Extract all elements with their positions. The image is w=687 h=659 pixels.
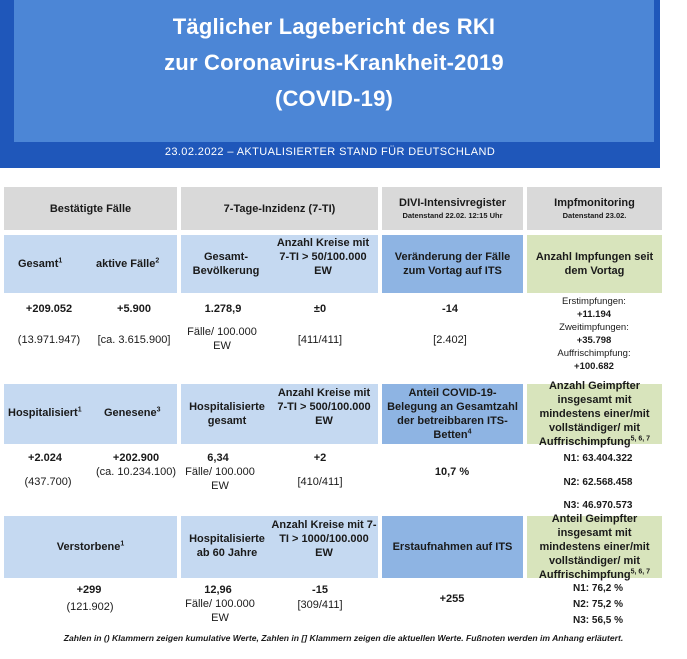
- anteil-n1-value: N1: 76,2 %: [572, 583, 624, 594]
- column-header-cases: [4, 187, 177, 230]
- genesene-cumulative: (ca. 10.234.100): [95, 466, 177, 478]
- its-belegung-label: Anteil COVID-19-Belegung an Gesamtzahl der betreibbaren ITS-Betten$^4$: [387, 387, 518, 441]
- anteil-n3-value: N3: 56,5 %: [572, 615, 624, 626]
- hospitalisiert-cumulative: (437.700): [24, 476, 72, 488]
- divi-current-value: [2.402]: [433, 334, 467, 346]
- footnote: Zahlen in () Klammern zeigen kumulative Werte, Zahlen in [] Klammern zeigen die aktuellen Werte. Fußnoten werden im Anhang erläutert.: [63, 633, 624, 643]
- aktive-faelle-value: +5.900: [117, 303, 151, 315]
- report-header-title-panel: [14, 0, 654, 142]
- kreise-1000-label: Anzahl Kreise mit 7-TI > 1000/100.000 EW: [271, 519, 377, 559]
- its-belegung-value: 10,7 %: [434, 466, 470, 478]
- kreise-500-value: +2: [313, 452, 327, 464]
- impfungen-vortag-label: Anzahl Impfungen seit dem Vortag: [535, 251, 654, 277]
- column-header-cases-label: Bestätigte Fälle: [49, 202, 132, 215]
- row2-divi-label-band: [382, 384, 523, 444]
- row3-divi-label-band: [382, 516, 523, 578]
- gesamt-cumulative: (13.971.947): [17, 334, 81, 346]
- column-header-incidence-label: 7-Tage-Inzidenz (7-TI): [223, 202, 336, 215]
- row2-vaccination-label-band: [527, 380, 662, 448]
- erstaufnahmen-its-value: +255: [439, 593, 465, 605]
- hospitalisierte-gesamt-label: Hospitalisierte gesamt: [189, 401, 265, 427]
- row3-cases-label-band: [4, 516, 177, 578]
- gesamt-value: +209.052: [25, 303, 73, 315]
- zweitimpfungen-label: Zweitimpfungen:: [559, 322, 629, 333]
- auffrischimpfung-value: +100.682: [574, 361, 614, 372]
- anteil-geimpfter-label: Anteil Geimpfter insgesamt mit mindestens einer/mit vollständiger/ mit Auffrischimpfung$^{5, 6, 7}$: [538, 513, 651, 581]
- auffrischimpfung-label: Auffrischimpfung:: [557, 348, 631, 359]
- verstorbene-label: Verstorbene$^1$: [56, 540, 125, 553]
- verstorbene-cumulative: (121.902): [66, 601, 114, 613]
- report-title-line-1: Täglicher Lagebericht des RKI: [172, 14, 496, 39]
- incidence-value: 1.278,9: [204, 303, 242, 315]
- erstimpfungen-label: Erstimpfungen:: [562, 296, 626, 307]
- hospitalisiert-value: +2.024: [28, 452, 62, 464]
- gesamt-bevoelkerung-label: Gesamt-Bevölkerung: [192, 251, 260, 277]
- geimpfte-n1-value: N1: 63.404.322: [563, 453, 633, 464]
- row1-vaccination-label-band: [527, 235, 662, 293]
- row3-incidence-label-band: [181, 516, 378, 578]
- kreise-1000-current: [309/411]: [297, 599, 343, 611]
- incidence-unit: Fälle/ 100.000 EW: [187, 326, 257, 352]
- verstorbene-value: +299: [76, 584, 102, 596]
- row1-incidence-label-band: [181, 235, 378, 293]
- geimpfte-n3-value: N3: 46.970.573: [563, 500, 633, 511]
- hospitalisierte-60-value: 12,96: [204, 584, 232, 596]
- kreise-50-label: Anzahl Kreise mit 7-TI > 50/100.000 EW: [276, 237, 370, 277]
- report-date: 23.02.2022 – AKTUALISIERTER STAND FÜR DEUTSCHLAND: [164, 146, 496, 158]
- divi-change-value: -14: [442, 303, 458, 315]
- column-header-divi-label: DIVI-Intensivregister: [399, 197, 506, 209]
- aktive-faelle-label: aktive Fälle$^2$: [96, 257, 160, 270]
- anteil-n2-value: N2: 75,2 %: [572, 599, 624, 610]
- column-header-divi-date: Datenstand 22.02. 12:15 Uhr: [402, 211, 503, 220]
- kreise-50-value: ±0: [313, 303, 327, 315]
- hospitalisierte-gesamt-value: 6,34: [207, 452, 229, 464]
- kreise-500-label: Anzahl Kreise mit 7-TI > 500/100.000 EW: [277, 387, 371, 427]
- row3-vaccination-label-band: [527, 513, 662, 581]
- vaccination-breakdown: [534, 295, 654, 373]
- hospitalisiert-label: Hospitalisiert$^1$: [8, 406, 82, 419]
- anzahl-geimpfter-label: Anzahl Geimpfter insgesamt mit mindestens einer/mit vollständiger/ mit Auffrischimpfung$^{5, 6, 7}$: [538, 380, 651, 448]
- zweitimpfungen-value: +35.798: [576, 335, 612, 346]
- veraenderung-its-label: Veränderung der Fälle zum Vortag auf ITS: [394, 251, 511, 277]
- column-header-incidence: [181, 187, 378, 230]
- row2-incidence-label-band: [181, 384, 378, 444]
- erstaufnahmen-its-label: Erstaufnahmen auf ITS: [392, 541, 513, 553]
- row1-divi-label-band: [382, 235, 523, 293]
- aktive-faelle-current: [ca. 3.615.900]: [97, 334, 171, 346]
- erstimpfungen-value: +11.194: [576, 309, 612, 320]
- genesene-label: Genesene$^3$: [104, 406, 161, 419]
- kreise-500-current: [410/411]: [297, 476, 343, 488]
- kreise-1000-value: -15: [312, 584, 328, 596]
- column-header-divi: [382, 187, 523, 230]
- report-title-line-3: (COVID-19): [274, 86, 394, 111]
- column-header-vaccination-date: Datenstand 23.02.: [562, 211, 627, 220]
- genesene-value: +202.900: [112, 452, 160, 464]
- kreise-50-current: [411/411]: [297, 334, 343, 346]
- report-title-line-2: zur Coronavirus-Krankheit-2019: [164, 50, 504, 75]
- row2-cases-label-band: [4, 384, 177, 444]
- report-header: [0, 0, 660, 168]
- gesamt-label: Gesamt$^1$: [18, 257, 63, 270]
- hospitalisierte-gesamt-unit: Fälle/ 100.000 EW: [185, 466, 255, 492]
- hospitalisierte-60-label: Hospitalisierte ab 60 Jahre: [189, 533, 265, 559]
- column-header-vaccination: [527, 187, 662, 230]
- column-header-vaccination-label: Impfmonitoring: [554, 197, 635, 209]
- geimpfte-n2-value: N2: 62.568.458: [563, 477, 633, 488]
- hospitalisierte-60-unit: Fälle/ 100.000 EW: [185, 598, 255, 624]
- row1-cases-label-band: [4, 235, 177, 293]
